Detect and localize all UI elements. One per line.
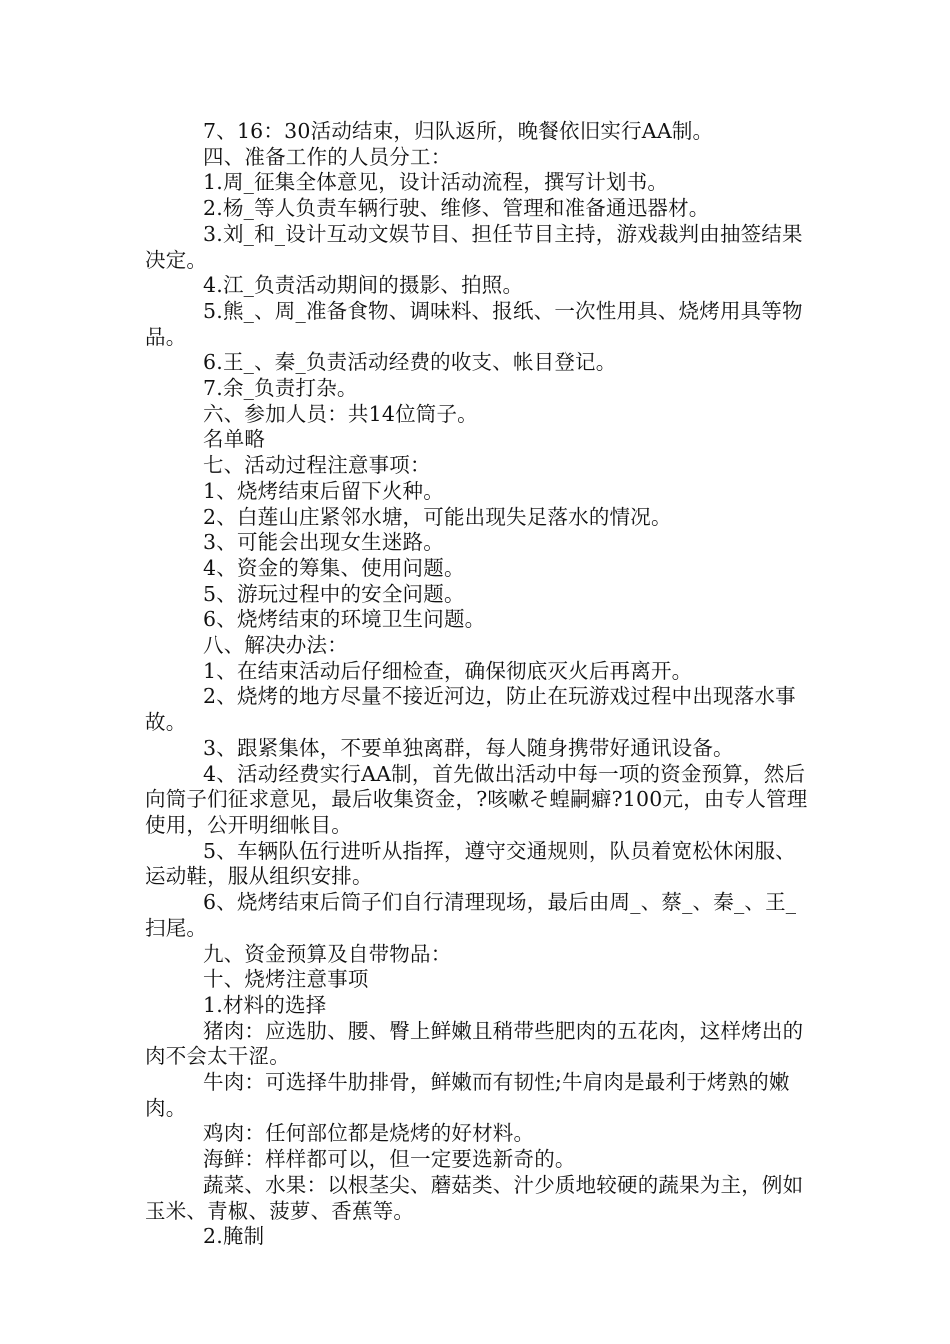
paragraph-precaution-4: 4、资金的筹集、使用问题。 [203,555,465,580]
paragraph-solution-1: 1、在结束活动后仔细检查，确保彻底灭火后再离开。 [203,658,693,683]
paragraph-staff-4: 4.江_负责活动期间的摄影、拍照。 [203,273,524,298]
section-heading-precautions: 七、活动过程注意事项： [203,453,431,478]
paragraph-solution-3: 3、跟紧集体，不要单独离群，每人随身携带好通讯设备。 [203,735,734,760]
paragraph-staff-2: 2.杨_等人负责车辆行驶、维修、管理和准备通迅器材。 [203,196,710,221]
paragraph-staff-1: 1.周_征集全体意见，设计活动流程，撰写计划书。 [203,170,669,195]
paragraph-solution-4: 4、活动经费实行AA制，首先做出活动中每一项的资金预算，然后向筒子们征求意见，最后收集资金，?咳嗽そ蝗嗣癖?100元，由专人管理使用，公开明细帐目。 [145,761,808,837]
paragraph-staff-7: 7.余_负责打杂。 [203,376,358,401]
document-body [145,119,810,1250]
paragraph-pork: 猪肉：应选肋、腰、臀上鲜嫩且稍带些肥肉的五花肉，这样烤出的肉不会太干涩。 [145,1018,804,1069]
subheading-marinating: 2.腌制 [203,1224,265,1249]
paragraph-solution-2: 2、烧烤的地方尽量不接近河边，防止在玩游戏过程中出现落水事故。 [145,684,796,735]
paragraph-vegetables-fruit: 蔬菜、水果：以根茎尖、蘑菇类、汁少质地较硬的蔬果为主，例如玉米、青椒、菠萝、香蕉等。 [145,1172,804,1223]
section-heading-bbq-notes: 十、烧烤注意事项 [203,967,369,992]
section-heading-staff-division: 四、准备工作的人员分工： [203,144,452,169]
paragraph-staff-6: 6.王_、秦_负责活动经费的收支、帐目登记。 [203,350,617,375]
paragraph-chicken: 鸡肉：任何部位都是烧烤的好材料。 [203,1121,535,1146]
section-heading-budget: 九、资金预算及自带物品： [203,941,452,966]
paragraph-precaution-3: 3、可能会出现女生迷路。 [203,530,444,555]
paragraph-beef: 牛肉：可选择牛肋排骨，鲜嫩而有韧性;牛肩肉是最利于烤熟的嫩肉。 [145,1070,790,1120]
paragraph-staff-3: 3.刘_和_设计互动文娱节目、担任节目主持，游戏裁判由抽签结果决定。 [145,221,803,272]
paragraph-staff-5: 5.熊_、周_准备食物、调味料、报纸、一次性用具、烧烤用具等物品。 [145,298,803,349]
subheading-material-selection: 1.材料的选择 [203,992,327,1017]
paragraph-precaution-5: 5、游玩过程中的安全问题。 [203,581,465,606]
section-heading-solutions: 八、解决办法： [203,633,348,658]
paragraph-solution-5: 5、车辆队伍行进听从指挥，遵守交通规则，队员着宽松休闲服、运动鞋，服从组织安排。 [145,838,796,889]
paragraph-activity-end: 7、16：30活动结束，归队返所，晚餐依旧实行AA制。 [203,119,714,143]
section-heading-participants: 六、参加人员：共14位筒子。 [203,401,478,426]
paragraph-precaution-1: 1、烧烤结束后留下火种。 [203,478,444,503]
paragraph-seafood: 海鲜：样样都可以，但一定要选新奇的。 [203,1147,576,1172]
paragraph-precaution-2: 2、白莲山庄紧邻水塘，可能出现失足落水的情况。 [203,504,672,529]
paragraph-precaution-6: 6、烧烤结束的环境卫生问题。 [203,607,486,632]
paragraph-name-list: 名单略 [203,427,266,452]
paragraph-solution-6: 6、烧烤结束后筒子们自行清理现场，最后由周_、蔡_、秦_、王_扫尾。 [145,890,797,940]
